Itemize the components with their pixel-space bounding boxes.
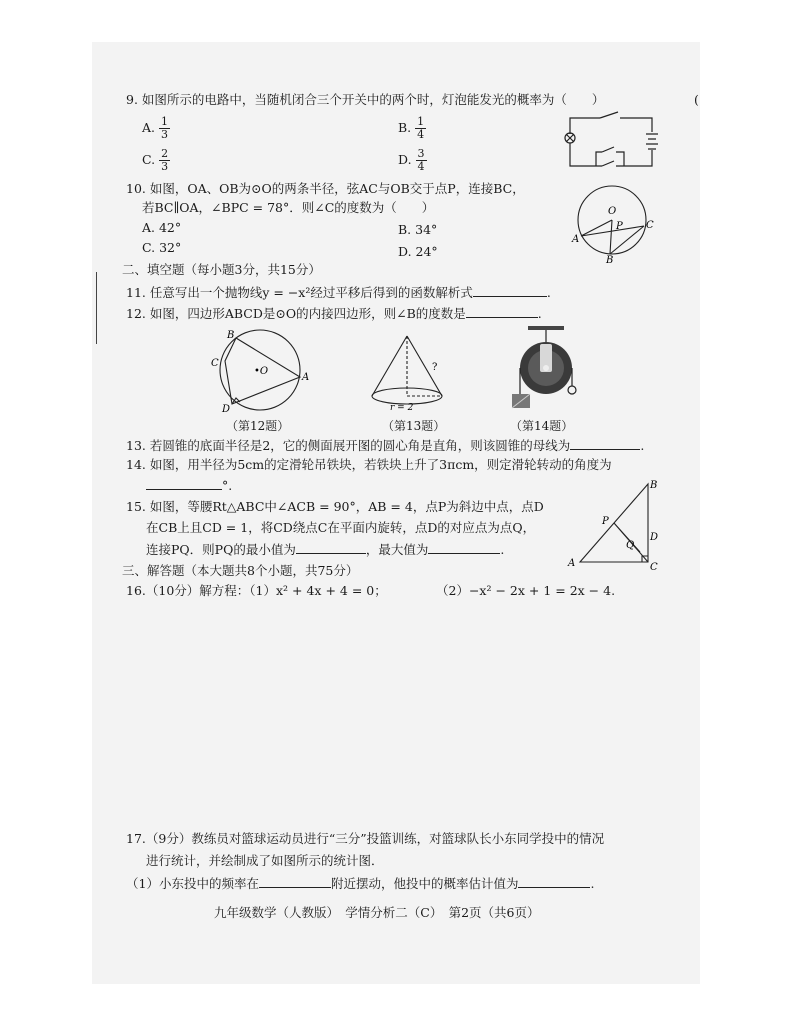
- fig15-label-p: P: [602, 516, 609, 527]
- q10-circle-figure: [566, 182, 662, 264]
- circuit-wire-top: [570, 118, 600, 134]
- q17-line1: 17.（9分）教练员对篮球运动员进行“三分”投篮训练，对篮球队长小东同学投中的情况: [126, 831, 605, 846]
- fig15-label-d: D: [650, 532, 659, 543]
- fig12-label-d: D: [222, 404, 231, 414]
- fig12-label-a: A: [302, 372, 310, 383]
- q15-line2: 在CB上且CD = 1，将CD绕点C在平面内旋转，点D的对应点为点Q，: [146, 520, 536, 535]
- fig13-label-radius: r = 2: [390, 403, 414, 412]
- q10-option-a: A. 42°: [142, 220, 182, 235]
- q10-option-b: B. 34°: [398, 222, 438, 237]
- circuit-branch-right: [616, 150, 652, 166]
- battery-icon: [646, 134, 658, 149]
- fig13-label-question: ?: [432, 362, 438, 373]
- q10-label-b: B: [606, 255, 614, 264]
- q14-answer-blank[interactable]: [146, 477, 222, 490]
- caption-fig13: （第13题）: [382, 419, 446, 433]
- fig15-label-q: Q: [626, 540, 635, 551]
- fig15-label-b: B: [650, 480, 658, 491]
- q10-line2: 若BC∥OA，∠BPC = 78°．则∠C的度数为（ ）: [142, 200, 435, 215]
- fig15-label-a: A: [568, 558, 576, 569]
- q10-label-a: A: [572, 234, 580, 245]
- margin-mark: [96, 272, 97, 344]
- fig14-pulley: [504, 324, 588, 416]
- q17-probability-blank[interactable]: [518, 875, 590, 888]
- q10-label-p: P: [616, 221, 623, 232]
- fig12-label-c: C: [211, 358, 219, 369]
- pulley-ceiling: [528, 326, 564, 330]
- q11: 11. 任意写出一个抛物线y = −x²经过平移后得到的函数解析式 .: [126, 285, 551, 300]
- q15-line1: 15. 如图，等腰Rt△ABC中∠ACB = 90°，AB = 4，点P为斜边中点，点D: [126, 499, 544, 514]
- q11-answer-blank[interactable]: [473, 284, 547, 297]
- circuit-diagram: [556, 110, 668, 176]
- fig15-right-triangle: [562, 476, 664, 572]
- fig12-label-b: B: [227, 330, 235, 341]
- circuit-switch-top: [600, 112, 618, 118]
- q10-option-d: D. 24°: [398, 244, 438, 259]
- q9-edge-mark: (: [694, 92, 699, 107]
- q9-option-c: C. $\frac{2}{3}$: [142, 147, 169, 173]
- fig12-label-o: •O: [254, 366, 269, 377]
- q9-option-a: A. $\frac{1}{3}$: [142, 115, 168, 141]
- q10-label-c: C: [646, 220, 654, 231]
- q10-label-o: O: [608, 206, 617, 217]
- q9-option-b: B. $\frac{1}{4}$: [398, 115, 425, 141]
- q10-option-c: C. 32°: [142, 240, 182, 255]
- section-fill-in-blank: 二、填空题（每小题3分，共15分）: [122, 262, 321, 277]
- q13: 13. 若圆锥的底面半径是2，它的侧面展开图的圆心角是直角，则该圆锥的母线为 .: [126, 438, 645, 453]
- q9-option-d: D. $\frac{3}{4}$: [398, 147, 425, 173]
- q13-answer-blank[interactable]: [570, 437, 640, 450]
- fig15-label-c: C: [650, 562, 658, 572]
- q17-line2: 进行统计，并绘制成了如图所示的统计图．: [146, 853, 384, 868]
- q15-min-blank[interactable]: [296, 541, 366, 554]
- q17-line3: （1）小东投中的频率在 附近摆动，他投中的概率估计值为 .: [126, 876, 595, 891]
- circuit-wire-left: [570, 143, 596, 166]
- q15-line3: 连接PQ．则PQ的最小值为 ，最大值为 .: [146, 542, 505, 557]
- caption-fig14: （第14题）: [510, 419, 574, 433]
- circuit-switch-bottom: [602, 161, 614, 166]
- q14-line2: °.: [146, 477, 232, 494]
- q16-part1: 16.（10分）解方程：（1）x² + 4x + 4 = 0；: [126, 583, 387, 598]
- q10-line1: 10. 如图，OA、OB为⊙O的两条半径，弦AC与OB交于点P，连接BC，: [126, 181, 525, 196]
- section-solve: 三、解答题（本大题共8个小题，共75分）: [122, 563, 359, 578]
- caption-fig12: （第12题）: [226, 419, 290, 433]
- q14-line1: 14. 如图，用半径为5cm的定滑轮吊铁块，若铁块上升了3πcm，则定滑轮转动的角度为: [126, 457, 612, 472]
- circuit-wire-top-right: [620, 118, 652, 132]
- circuit-switch-mid: [602, 147, 614, 152]
- q12-answer-blank[interactable]: [466, 305, 538, 318]
- q17-frequency-blank[interactable]: [259, 875, 331, 888]
- q12: 12. 如图，四边形ABCD是⊙O的内接四边形，则∠B的度数是 .: [126, 306, 542, 321]
- q16-part2: （2）−x² − 2x + 1 = 2x − 4.: [436, 583, 616, 598]
- circuit-branch: [596, 152, 602, 166]
- page-footer: 九年级数学（人教版） 学情分析二（C） 第2页（共6页）: [214, 905, 540, 920]
- fig12-cyclic-quadrilateral: [208, 326, 312, 414]
- q15-max-blank[interactable]: [428, 541, 500, 554]
- bulb-cross: [567, 135, 574, 142]
- q9-stem: 9. 如图所示的电路中，当随机闭合三个开关中的两个时，灯泡能发光的概率为（ ）: [126, 92, 605, 107]
- fig13-cone: [366, 332, 452, 412]
